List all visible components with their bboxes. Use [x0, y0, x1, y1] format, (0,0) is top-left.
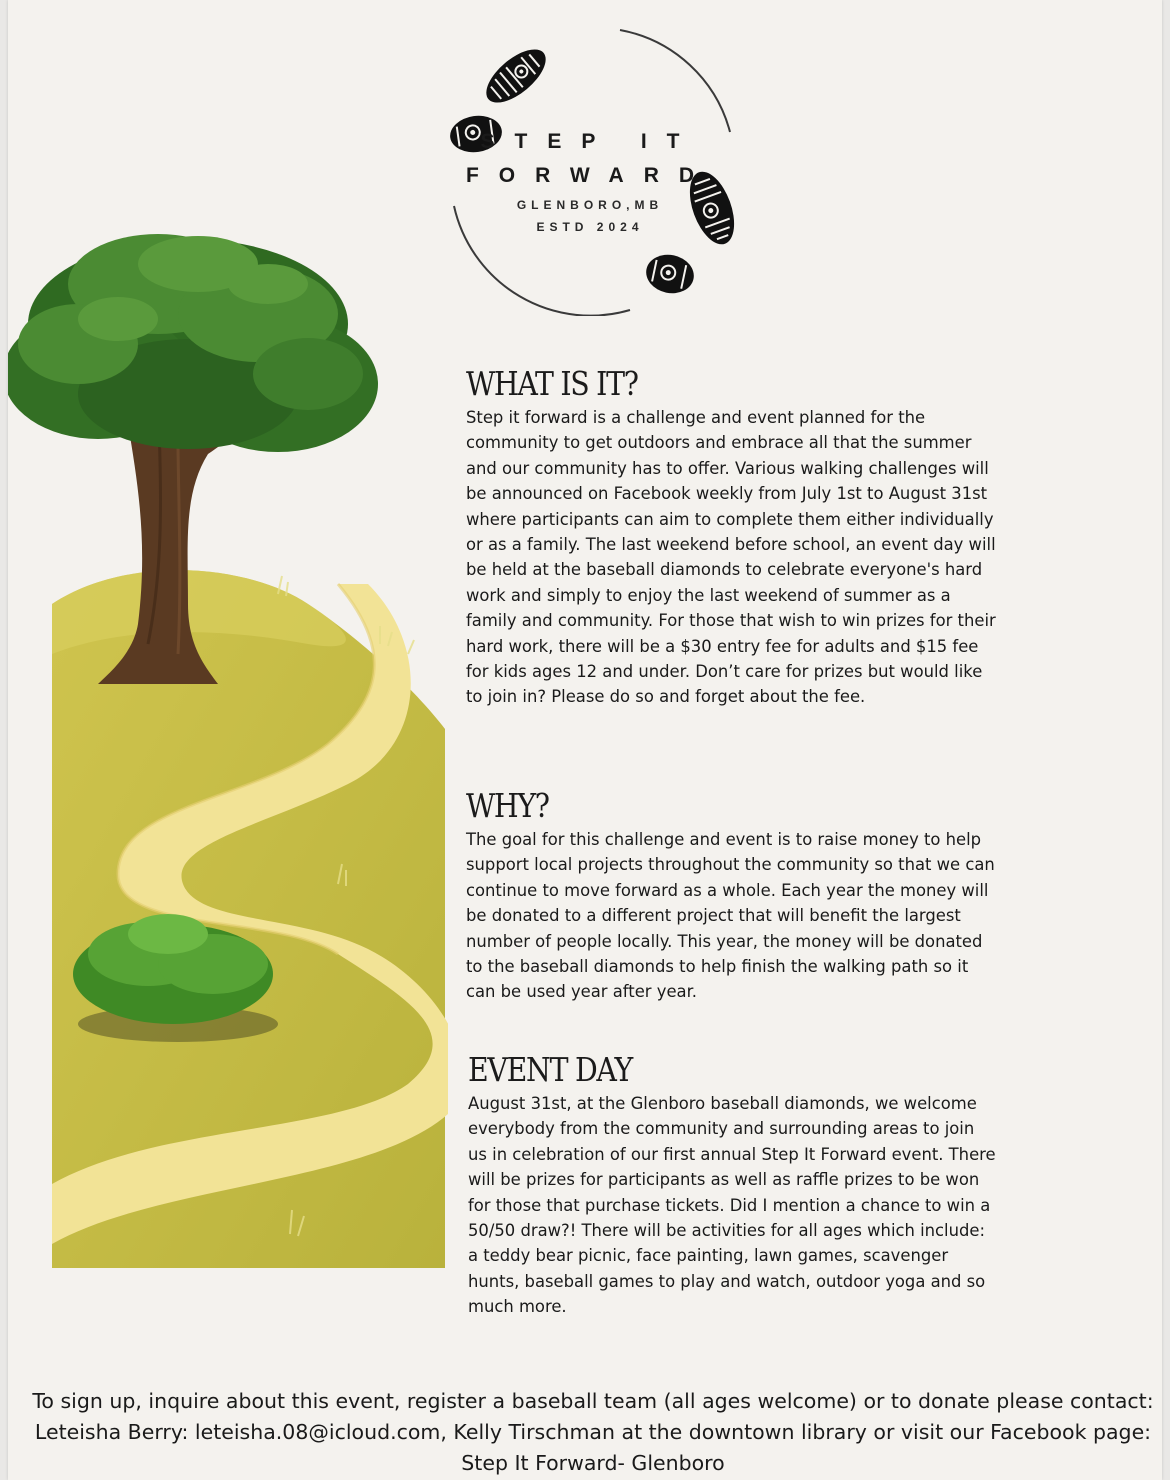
tree-path-illustration [8, 224, 448, 1274]
section-why [466, 786, 996, 1005]
logo-location: GLENBORO,MB [516, 198, 664, 212]
step-it-forward-logo [440, 24, 740, 316]
logo-title-line1: STEP IT [480, 130, 700, 153]
section-body: August 31st, at the Glenboro baseball diamonds, we welcome everybody from the community and surrounding areas to join us in celebration of our first annual Step It Forward event. There will be prizes for participants as well as raffle prizes to be won for those that purchase tickets. Did I mention a chance to win a 50/50 draw?! There will be activities for all ages which include: a teddy bear picnic, face painting, lawn games, scavenger hunts, baseball games to play and watch, outdoor yoga and so much more. [468, 1094, 996, 1317]
section-body: The goal for this challenge and event is to raise money to help support local projects throughout the community so that we can continue to move forward as a whole. Each year the money will be donated to a different project that will benefit the largest number of people locally. This year, the money will be donated to the baseball diamonds to help finish the walking path so it can be used year after year. [466, 830, 995, 1002]
footprint-icon [643, 250, 698, 297]
section-body: Step it forward is a challenge and event planned for the community to get outdoors and embrace all that the summer and our community has to offer. Various walking challenges will be announced on Facebook weekly from July 1st to August 31st where participants can aim to complete them either individually or as a family. The last weekend before school, an event day will be held at the baseball diamonds to celebrate everyone's hard work and simply to enjoy the last weekend of summer as a family and community. For those that wish to win prizes for their hard work, there will be a $30 entry fee for adults and $15 fee for kids ages 12 and under. Don’t care for prizes but would like to join in? Please do so and forget about the fee. [466, 408, 996, 707]
logo-established: ESTD 2024 [536, 220, 644, 234]
tree-foliage [8, 234, 378, 452]
flyer-page [8, 0, 1162, 1480]
logo-title-line2: FORWARD [465, 164, 715, 187]
contact-footer: To sign up, inquire about this event, register a baseball team (all ages welcome) or to donate please contact: Leteisha Berry: leteisha.08@icloud.com, Kelly Tirschman at the downtown library or visit our Facebook page: Step It Forward- Glenboro [32, 1389, 1154, 1475]
section-what-is-it [466, 364, 996, 710]
section-heading: WHY? [466, 786, 549, 825]
footprint-icon [477, 40, 554, 112]
section-heading: WHAT IS IT? [466, 364, 638, 403]
section-heading: EVENT DAY [468, 1050, 632, 1089]
section-event-day [468, 1050, 998, 1320]
